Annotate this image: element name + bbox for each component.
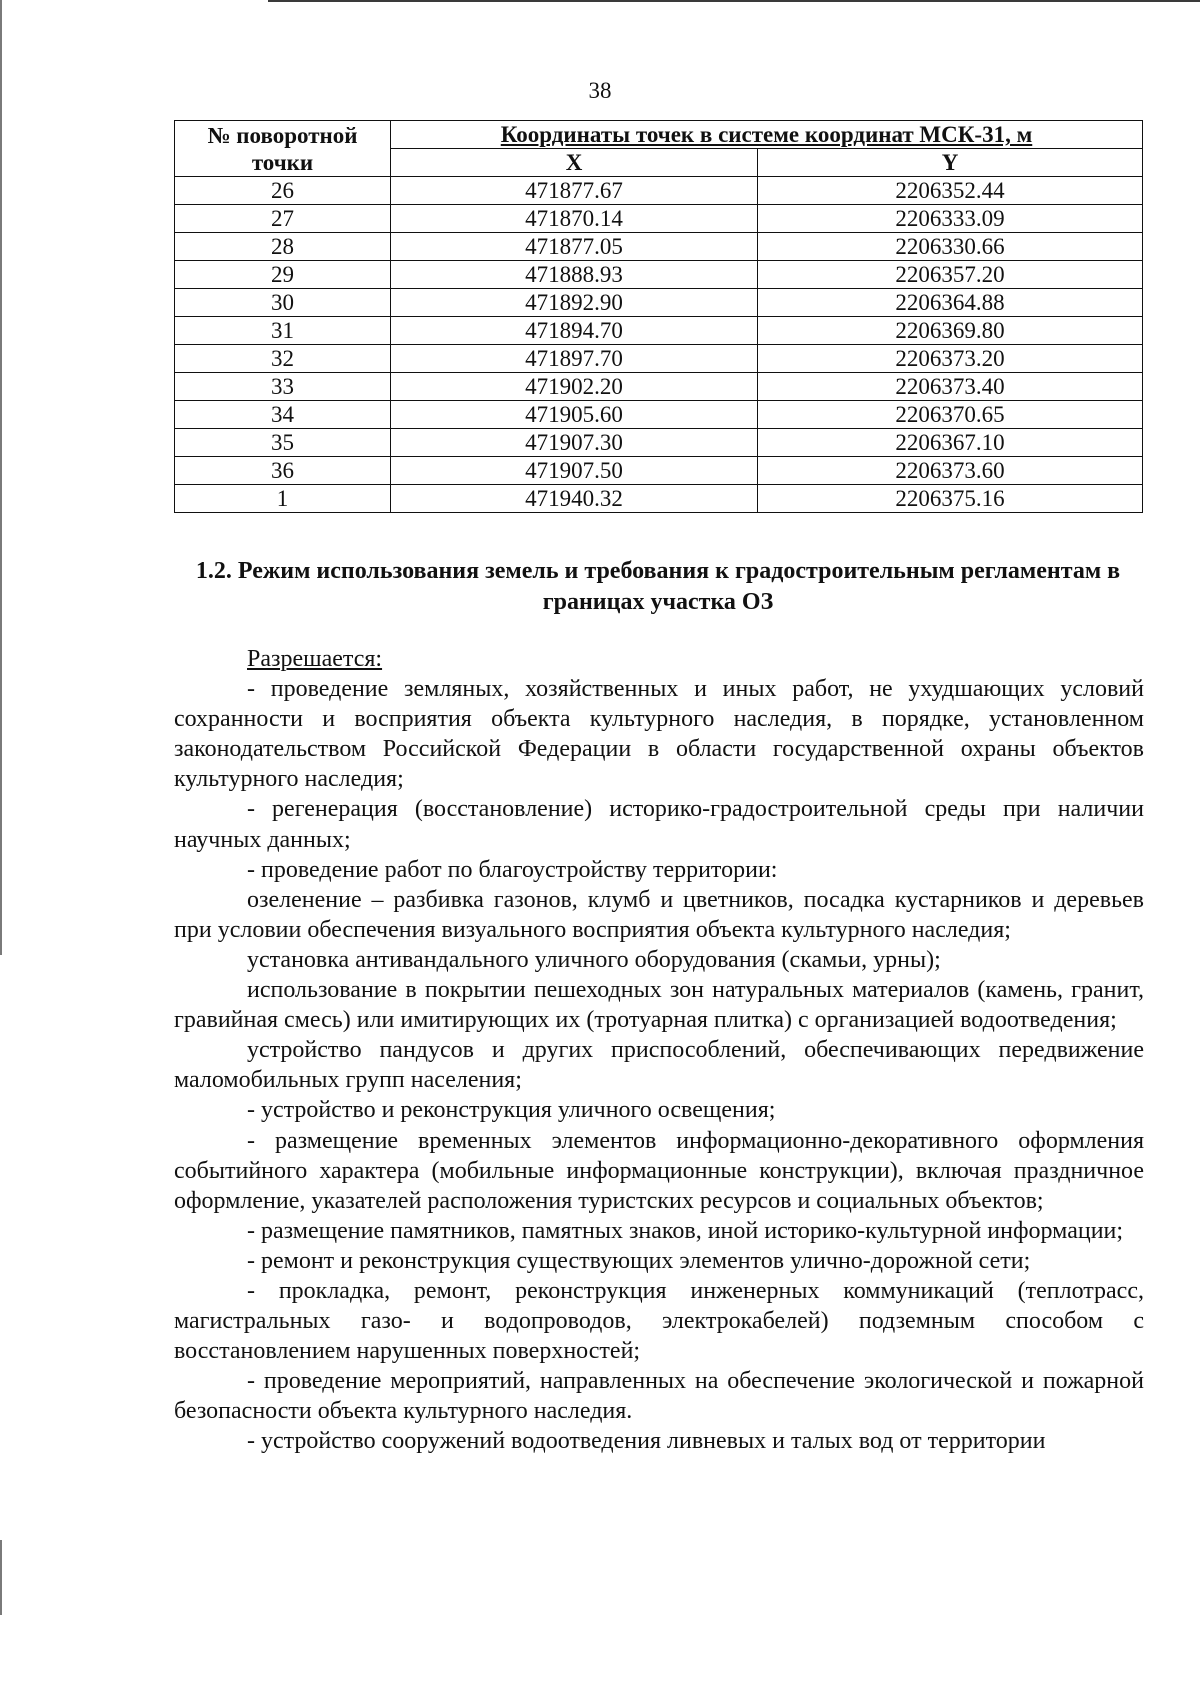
coord-x: 471877.67: [391, 177, 758, 205]
table-row: [175, 317, 1143, 345]
section-heading: 1.2. Режим использования земель и требования к градостроительным регламентам в границах участка ОЗ: [195, 558, 1121, 615]
paragraph: - проведение земляных, хозяйственных и иных работ, не ухудшающих условий сохранности и восприятия объекта культурного наследия, в порядке, установленном законодательством Российской Федерации в области государственной охраны объектов культурного наследия;: [174, 676, 1144, 793]
coord-x: 471888.93: [391, 261, 758, 289]
point-number: 32: [175, 345, 391, 373]
point-number: 30: [175, 289, 391, 317]
allowed-label: Разрешается:: [247, 646, 383, 672]
paragraph: - устройство сооружений водоотведения ливневых и талых вод от территории: [247, 1428, 1046, 1455]
coord-y: 2206373.60: [758, 457, 1143, 485]
table-row: [175, 289, 1143, 317]
table-row: [175, 345, 1143, 373]
paragraph: - проведение работ по благоустройству территории:: [247, 856, 778, 883]
point-number: 1: [175, 485, 391, 513]
point-number: 29: [175, 261, 391, 289]
coord-y: 2206364.88: [758, 289, 1143, 317]
paragraph: - регенерация (восстановление) историко-градостроительной среды при наличии научных данных;: [174, 796, 1144, 853]
coord-y: 2206375.16: [758, 485, 1143, 513]
coord-y: 2206352.44: [758, 177, 1143, 205]
coord-y: 2206370.65: [758, 401, 1143, 429]
table-row: [175, 429, 1143, 457]
coordinates-table-body: [175, 177, 1143, 513]
point-number: 33: [175, 373, 391, 401]
coord-x: 471870.14: [391, 205, 758, 233]
point-number: 26: [175, 177, 391, 205]
header-coordinates: [391, 121, 1143, 149]
coord-y: 2206373.40: [758, 373, 1143, 401]
paragraph: - прокладка, ремонт, реконструкция инженерных коммуникаций (теплотрасс, магистральных газо- и водопроводов, электрокабелей) подземным способом с восстановлением нарушенных поверхностей;: [174, 1277, 1144, 1365]
coord-x: 471897.70: [391, 345, 758, 373]
header-point-number: № поворотной точки: [175, 121, 391, 177]
paragraph: использование в покрытии пешеходных зон натуральных материалов (камень, гранит, гравийная смесь) или имитирующих их (тротуарная плитка) с организацией водоотведения;: [174, 977, 1144, 1034]
section-body: [174, 644, 1144, 1457]
point-number: 34: [175, 401, 391, 429]
coord-x: 471894.70: [391, 317, 758, 345]
table-row: [175, 373, 1143, 401]
page-number: 38: [588, 78, 612, 103]
coord-x: 471877.05: [391, 233, 758, 261]
coordinates-table: [174, 120, 1143, 513]
point-number: 36: [175, 457, 391, 485]
coord-y: 2206373.20: [758, 345, 1143, 373]
paragraph: устройство пандусов и других приспособлений, обеспечивающих передвижение маломобильных групп населения;: [174, 1037, 1144, 1094]
point-number: 28: [175, 233, 391, 261]
paragraph: установка антивандального уличного оборудования (скамьи, урны);: [247, 946, 941, 973]
header-y: Y: [758, 149, 1143, 177]
table-row: [175, 205, 1143, 233]
scan-border-left: [0, 0, 2, 955]
paragraph: - устройство и реконструкция уличного освещения;: [247, 1097, 776, 1124]
table-row: [175, 457, 1143, 485]
coord-x: 471907.30: [391, 429, 758, 457]
header-coordinates-text: Координаты точек в системе координат МСК-31, м: [500, 122, 1033, 147]
coord-x: 471907.50: [391, 457, 758, 485]
coord-y: 2206357.20: [758, 261, 1143, 289]
coord-y: 2206333.09: [758, 205, 1143, 233]
table-row: [175, 177, 1143, 205]
paragraph: - размещение памятников, памятных знаков, иной историко-культурной информации;: [247, 1217, 1124, 1244]
coord-x: 471940.32: [391, 485, 758, 513]
scan-border-left-lower: [0, 1540, 2, 1615]
point-number: 35: [175, 429, 391, 457]
coord-x: 471905.60: [391, 401, 758, 429]
coord-y: 2206330.66: [758, 233, 1143, 261]
table-row: [175, 233, 1143, 261]
table-row: [175, 485, 1143, 513]
paragraph: озеленение – разбивка газонов, клумб и цветников, посадка кустарников и деревьев при условии обеспечения визуального восприятия объекта культурного наследия;: [174, 886, 1144, 943]
coord-y: 2206369.80: [758, 317, 1143, 345]
point-number: 31: [175, 317, 391, 345]
paragraph: - проведение мероприятий, направленных на обеспечение экологической и пожарной безопасности объекта культурного наследия.: [174, 1368, 1144, 1425]
coord-y: 2206367.10: [758, 429, 1143, 457]
paragraph: - размещение временных элементов информационно-декоративного оформления событийного характера (мобильные информационные конструкции), включая праздничное оформление, указателей расположения туристских ресурсов и социальных объектов;: [174, 1127, 1144, 1214]
header-x: X: [391, 149, 758, 177]
coord-x: 471892.90: [391, 289, 758, 317]
point-number: 27: [175, 205, 391, 233]
table-row: [175, 261, 1143, 289]
coord-x: 471902.20: [391, 373, 758, 401]
paragraph: - ремонт и реконструкция существующих элементов улично-дорожной сети;: [247, 1247, 1031, 1274]
table-row: [175, 401, 1143, 429]
scan-border-top: [268, 0, 1200, 2]
